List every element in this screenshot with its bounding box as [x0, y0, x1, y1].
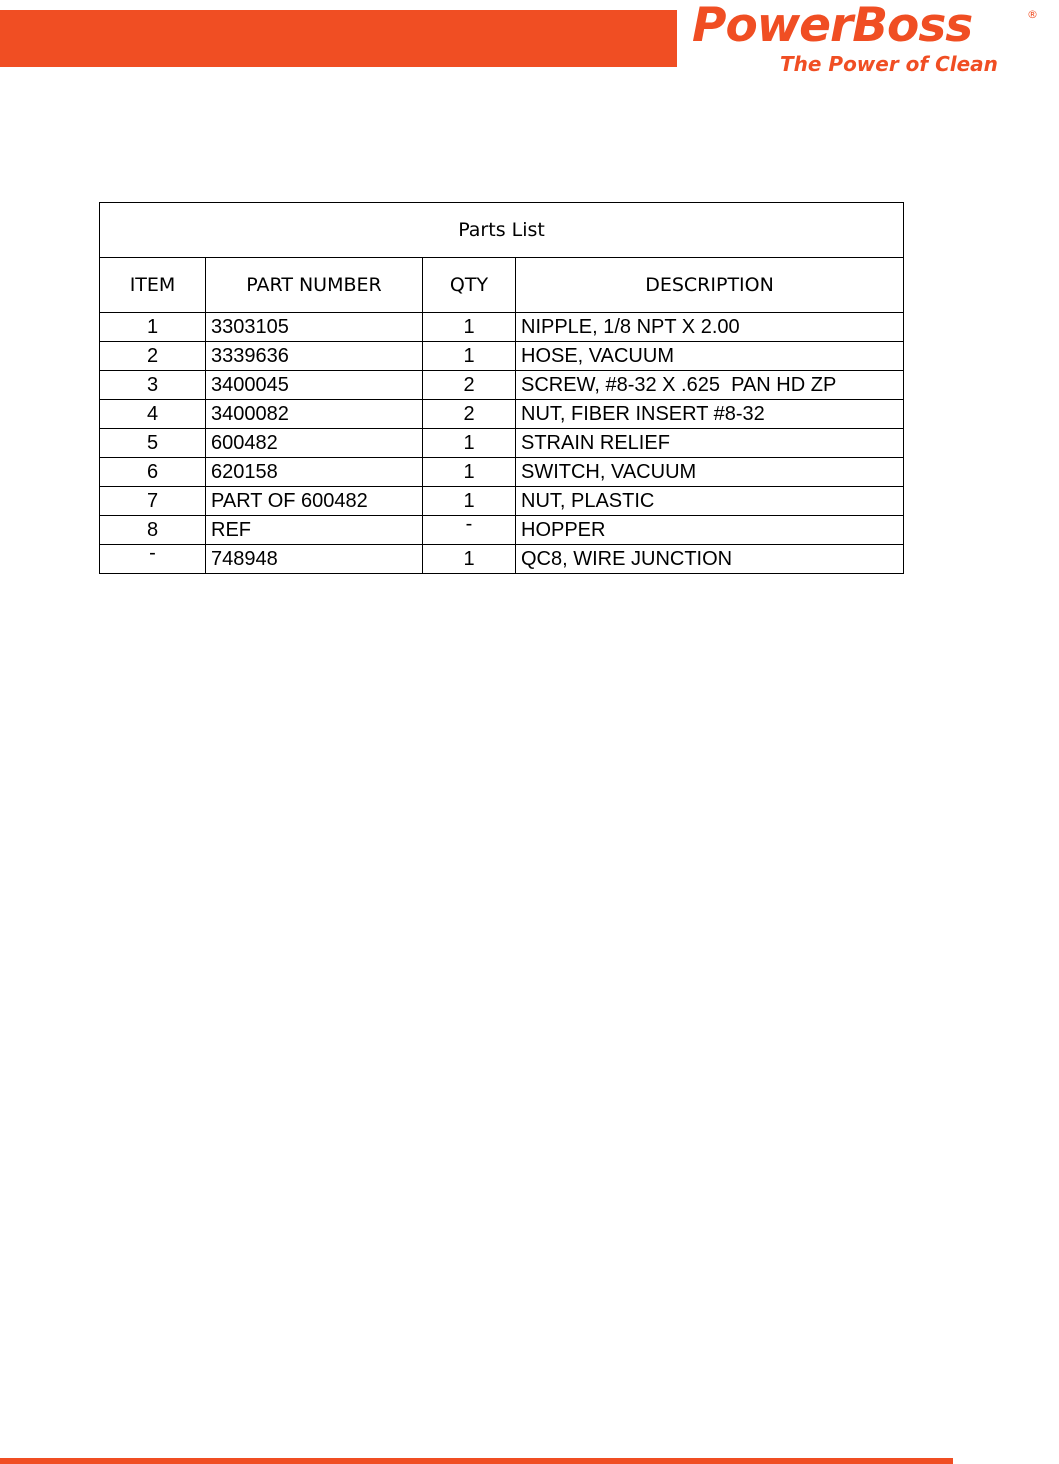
item-dash: - — [149, 544, 156, 564]
table-row — [100, 371, 904, 400]
cell-description: SWITCH, VACUUM — [516, 458, 904, 487]
header-bar — [0, 10, 677, 67]
table-row — [100, 516, 904, 545]
table-row — [100, 487, 904, 516]
cell-part-number: 748948 — [206, 545, 423, 574]
cell-part-number: 3303105 — [206, 313, 423, 342]
table-row — [100, 313, 904, 342]
column-header-item: ITEM — [100, 258, 206, 313]
cell-item: 6 — [100, 458, 206, 487]
cell-part-number: PART OF 600482 — [206, 487, 423, 516]
qty-dash: - — [465, 515, 473, 535]
cell-qty: 1 — [423, 458, 516, 487]
logo-tagline: The Power of Clean — [780, 52, 998, 76]
cell-qty: 2 — [423, 400, 516, 429]
footer-bar — [0, 1458, 953, 1464]
cell-part-number: 620158 — [206, 458, 423, 487]
table-row — [100, 458, 904, 487]
cell-qty — [423, 516, 516, 545]
cell-qty: 1 — [423, 313, 516, 342]
cell-item: 2 — [100, 342, 206, 371]
column-header-description: DESCRIPTION — [516, 258, 904, 313]
powerboss-logo — [690, 2, 1050, 82]
cell-description: HOPPER — [516, 516, 904, 545]
cell-part-number: 3400045 — [206, 371, 423, 400]
registered-mark: ® — [1027, 8, 1038, 21]
cell-description: HOSE, VACUUM — [516, 342, 904, 371]
parts-list-title: Parts List — [100, 203, 904, 258]
cell-item: 8 — [100, 516, 206, 545]
table-row — [100, 429, 904, 458]
cell-description: NIPPLE, 1/8 NPT X 2.00 — [516, 313, 904, 342]
table-row — [100, 400, 904, 429]
cell-description: SCREW, #8-32 X .625 PAN HD ZP — [516, 371, 904, 400]
cell-item: 4 — [100, 400, 206, 429]
cell-item: 7 — [100, 487, 206, 516]
cell-item: 3 — [100, 371, 206, 400]
parts-list-table — [99, 202, 904, 574]
table-row — [100, 545, 904, 574]
cell-description: QC8, WIRE JUNCTION — [516, 545, 904, 574]
column-header-qty: QTY — [423, 258, 516, 313]
column-header-part-number: PART NUMBER — [206, 258, 423, 313]
table-row — [100, 342, 904, 371]
cell-part-number: 3400082 — [206, 400, 423, 429]
cell-qty: 1 — [423, 545, 516, 574]
cell-item: 1 — [100, 313, 206, 342]
cell-qty: 2 — [423, 371, 516, 400]
cell-description: STRAIN RELIEF — [516, 429, 904, 458]
cell-qty: 1 — [423, 487, 516, 516]
cell-description: NUT, FIBER INSERT #8-32 — [516, 400, 904, 429]
cell-qty: 1 — [423, 429, 516, 458]
logo-name: PowerBoss — [692, 0, 973, 53]
cell-part-number: 600482 — [206, 429, 423, 458]
cell-item — [100, 545, 206, 574]
cell-description: NUT, PLASTIC — [516, 487, 904, 516]
cell-qty: 1 — [423, 342, 516, 371]
cell-part-number: 3339636 — [206, 342, 423, 371]
cell-part-number: REF — [206, 516, 423, 545]
cell-item: 5 — [100, 429, 206, 458]
